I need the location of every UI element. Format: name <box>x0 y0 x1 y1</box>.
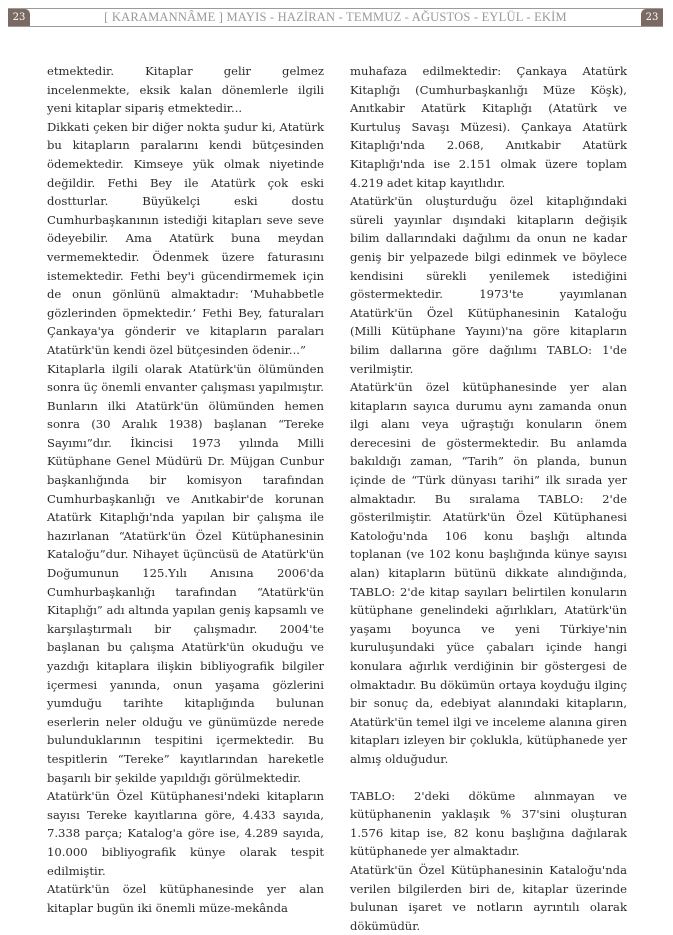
paragraph: muhafaza edilmektedir: Çankaya Atatürk Kitaplığı (Cumhurbaşkanlığı Müze Köşk), Anıtkabir Atatürk Kitaplığı (Atatürk ve Kurtuluş Savaşı Müzesi). Çankaya Atatürk Kitaplığı'nda 2.068, Anıtkabir Atatürk Kitaplığı'nda ise 2.151 olmak üzere toplam 4.219 adet kitap kayıtlıdır. <box>350 64 627 190</box>
paragraph: Atatürk'ün özel kütüphanesinde yer alan kitapların sayıca durumu aynı zamanda onun ilgi alanı veya uğraştığı konuların önem derecesini de göstermektedir. Bu anlamda bakıldığı zaman, “Tarih” ön planda, bunun içinde de “Türk dünyası tarihi” ilk sırada yer almaktadır. Bu sıralama TABLO: 2'de gösterilmiştir. Atatürk'ün Özel Kütüphanesi Katoloğu'nda 106 konu başlığı altında toplanan (ve 102 konu başlığında künye sayısı alan) kitapların bütünü dikkate alındığında, TABLO: 2'de kitap sayıları belirtilen konuların kütüphane genelindeki ağırlıkları, Atatürk'ün yaşamı boyunca ve yeni Türkiye'nin kuruluşundaki yüce çabaları içinde hangi konulara ağırlık verdiğinin bir göstergesi de olmaktadır. Bu dökümün ortaya koyduğu ilginç bir sonuç da, edebiyat alanındaki kitapların, Atatürk'ün temel ilgi ve inceleme alanına giren kitapları izleyen bir çoklukla, kütüphanede yer almış olduğudur. <box>350 380 627 766</box>
right-column <box>350 62 627 935</box>
running-header <box>8 8 663 27</box>
left-column <box>47 62 324 917</box>
paragraph: etmektedir. Kitaplar gelir gelmez incelenmekte, eksik kalan dönemlerle ilgili yeni kitaplar sipariş etmektedir... <box>47 64 324 116</box>
paragraph: Atatürk'ün Özel Kütüphanesi'ndeki kitapların sayısı Tereke kayıtlarına göre, 4.433 sayıda, 7.338 parça; Katalog'a göre ise, 4.289 sayıda, 10.000 bibliyografik künye olarak tespit edilmiştir. <box>47 789 324 878</box>
paragraph: Atatürk'ün oluşturduğu özel kitaplığındaki süreli yayınlar dışındaki kitapların değişik bilim dallarındaki dağılımı da onun ne kadar geniş bir yelpazede bilgi edinmek ve böylece kendisini sürekli yenilemek istediğini göstermektedir. 1973'te yayımlanan Atatürk'ün Özel Kütüphanesinin Kataloğu (Milli Kütüphane Yayını)'na göre kitapların bilim dallarına göre dağılımı TABLO: 1'de verilmiştir. <box>350 194 627 376</box>
page-number-left: 23 <box>8 9 30 26</box>
paragraph: Dikkati çeken bir diğer nokta şudur ki, Atatürk bu kitapların paralarını kendi bütçesinden ödemektedir. Kimseye yük olmak niyetinde değildir. Fethi Bey ile Atatürk çok eski dostturlar. Büyükelçi eski dostu Cumhurbaşkanının istediği kitapları seve seve ödeyebilir. Ama Atatürk buna meydan vermemektedir. Ödenmek üzere faturasını istemektedir. Fethi bey'i gücendirmemek için de onun gönlünü almaktadır: ‘Muhabbetle gözlerinden öpmektedir.’ Fethi Bey, faturaları Çankaya'ya gönderir ve kitapların paraları Atatürk'ün kendi özel bütçesinden ödenir...” <box>47 119 324 357</box>
paragraph: Atatürk'ün özel kütüphanesinde yer alan kitaplar bugün iki önemli müze-mekânda <box>47 882 324 915</box>
page-number-right: 23 <box>641 9 663 26</box>
header-title: [ KARAMANNÂME ] MAYIS - HAZİRAN - TEMMUZ - AĞUSTOS - EYLÜL - EKİM <box>104 10 567 24</box>
paragraph: Kitaplarla ilgili olarak Atatürk'ün ölümünden sonra üç önemli envanter çalışması yapılmıştır. Bunların ilki Atatürk'ün ölümünden hemen sonra (30 Aralık 1938) başlanan “Tereke Sayımı”dır. İkincisi 1973 yılında Milli Kütüphane Genel Müdürü Dr. Müjgan Cunbur başkanlığında bir komisyon tarafından Cumhurbaşkanlığı ve Anıtkabir'de korunan Atatürk Kitaplığı'nda yapılan bir çalışma ile hazırlanan “Atatürk'ün Özel Kütüphanesinin Kataloğu”dur. Nihayet üçüncüsü de Atatürk'ün Doğumunun 125.Yılı Anısına 2006'da Cumhurbaşkanlığı tarafından “Atatürk'ün Kitaplığı” adı altında yapılan geniş kapsamlı ve karşılaştırmalı bir çalışmadır. 2004'te başlanan bu çalışma Atatürk'ün okuduğu ve yazdığı kitaplara ilişkin bibliyografik bilgiler içermesi yanında, onun yaşama gözlerini yumduğu tarihte kitaplığında bulunan eserlerin neler olduğu ve günümüzde nerede bulunduklarının tespitini içermektedir. Bu tespitlerin “Tereke” kayıtlarından hareketle başarılı bir şekilde yapıldığı görülmektedir. <box>47 361 324 785</box>
paragraph: TABLO: 2'deki döküme alınmayan ve kütüphanenin yaklaşık % 37'sini oluşturan 1.576 kitap ise, 82 konu başlığına dağılarak kütüphanede yer almaktadır. <box>350 788 627 859</box>
paragraph: Atatürk'ün Özel Kütüphanesinin Kataloğu'nda verilen bilgilerden biri de, kitaplar üzerinde bulunan işaret ve notların ayrıntılı olarak dökümüdür. <box>350 862 627 933</box>
